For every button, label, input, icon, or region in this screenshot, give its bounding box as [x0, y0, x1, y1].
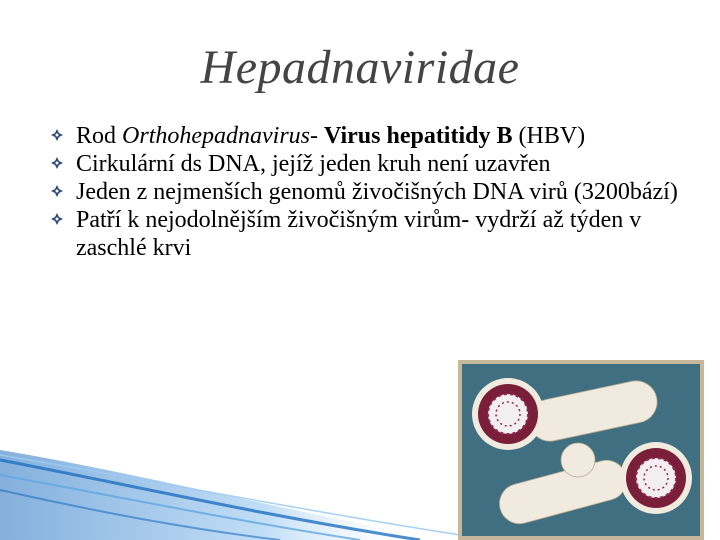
- ornamental-bullet-icon: [50, 212, 64, 226]
- hbv-micrograph-image: [458, 360, 704, 540]
- bullet-text-part: Virus hepatitidy B: [324, 123, 513, 149]
- ornamental-bullet-icon: [50, 184, 64, 198]
- ornamental-bullet-icon: [50, 156, 64, 170]
- bullet-text-part: -: [310, 123, 325, 149]
- slide-title: Hepadnaviridae: [200, 41, 520, 94]
- bullet-text-part: Cirkulární ds DNA, jejíž jeden kruh není uzavřen: [76, 151, 551, 177]
- bullet-text-part: Patří k nejodolnějším živočišným virům- vydrží až týden v zaschlé krvi: [76, 207, 642, 261]
- bullet-text-part: Orthohepadnavirus: [122, 123, 311, 149]
- bullet-text-part: Jeden z nejmenších genomů živočišných DNA virů (3200bází): [76, 179, 678, 205]
- bullet-item: [50, 206, 690, 262]
- bullet-text-part: Rod: [76, 123, 123, 149]
- bullet-list: [50, 122, 690, 262]
- ornamental-bullet-icon: [50, 128, 64, 142]
- bullet-item: [50, 150, 690, 178]
- bullet-text-part: (HBV): [512, 123, 586, 149]
- bullet-item: [50, 178, 690, 206]
- decorative-wave-lines: [0, 400, 460, 540]
- bullet-item: [50, 122, 690, 150]
